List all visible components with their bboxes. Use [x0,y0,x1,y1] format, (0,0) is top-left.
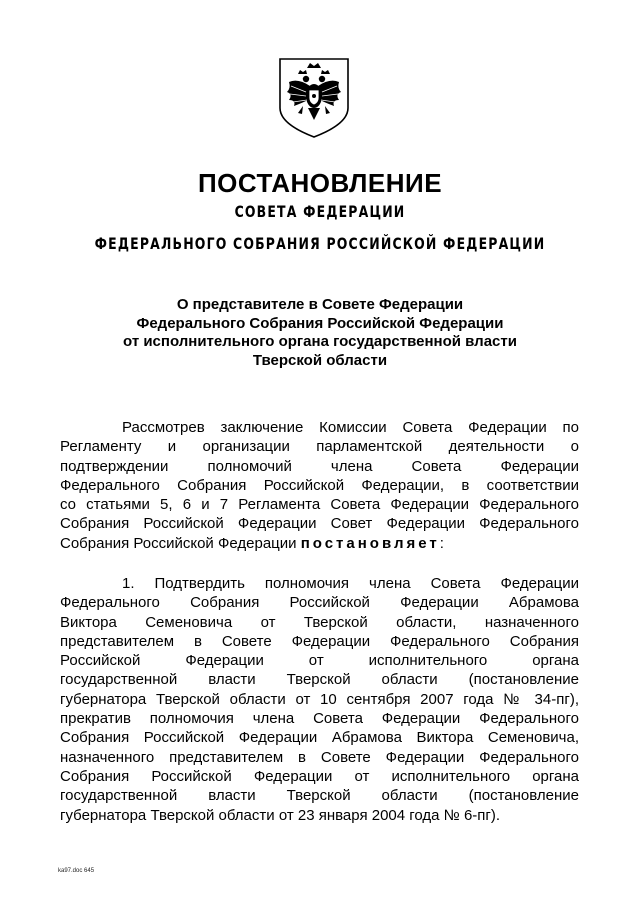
paragraph-line: государственной власти Тверской области (постановление [60,787,579,805]
paragraph-line: Собрания Российской Федерации от исполнительного органа [60,767,579,785]
file-reference: ka97.doc 645 [58,868,95,874]
document-title: ПОСТАНОВЛЕНИЕ [197,168,443,198]
paragraph-line: Виктора Семеновича от Тверской области, назначенного [60,613,579,631]
paragraph-line: Рассмотрев заключение Комиссии Совета Федерации по [122,419,579,436]
russian-coat-of-arms-icon [276,56,352,140]
document-title-line2: СОВЕТА ФЕДЕРАЦИИ [234,202,406,221]
paragraph-line: Регламенту и организации парламентской деятельности о [60,438,579,456]
paragraph-line: Собрания Российской Федерации Абрамова Виктора Семеновича, [60,729,579,747]
paragraph-line: Федерального Собрания Российской Федерации Абрамова [60,594,579,612]
paragraph-line: Российской Федерации от исполнительного органа [60,652,579,670]
document-title-line3: ФЕДЕРАЛЬНОГО СОБРАНИЯ РОССИЙСКОЙ ФЕДЕРАЦИИ [94,234,546,253]
paragraph-punctuation: : [439,534,444,552]
paragraph-line: прекратив полномочия члена Совета Федерации Федерального [60,710,579,728]
preamble-paragraph [60,418,579,553]
paragraph-line: губернатора Тверской области от 10 сентября 2007 года № 34-пг), [60,690,579,708]
paragraph-line: со статьями 5, 6 и 7 Регламента Совета Федерации Федерального [60,496,579,514]
paragraph-text: Собрания Российской Федерации [60,534,301,552]
resolution-keyword: постановляет [300,534,440,552]
paragraph-line: подтверждении полномочий члена Совета Федерации [60,457,579,475]
paragraph-line: государственной власти Тверской области (постановление [60,671,579,689]
paragraph-last-line: губернатора Тверской области от 23 января 2004 года № 6-пг). [60,806,501,824]
paragraph-line: Федерального Собрания Российской Федерации, в соответствии [60,476,579,494]
paragraph-line: назначенного представителем в Совете Федерации Федерального [60,748,579,766]
paragraph-line: Собрания Российской Федерации Совет Федерации Федерального [60,515,579,533]
subject-line: Федерального Собрания Российской Федерации [136,314,504,332]
subject-line: от исполнительного органа государственной власти [123,333,517,351]
subject-line: Тверской области [252,351,388,369]
paragraph-last-line [60,534,579,553]
document-subject [60,296,580,370]
paragraph-line: 1. Подтвердить полномочия члена Совета Федерации [122,575,579,592]
item-1-paragraph [60,574,579,825]
subject-line: О представителе в Совете Федерации [176,296,464,313]
paragraph-line: представителем в Совете Федерации Федерального Собрания [60,632,579,650]
